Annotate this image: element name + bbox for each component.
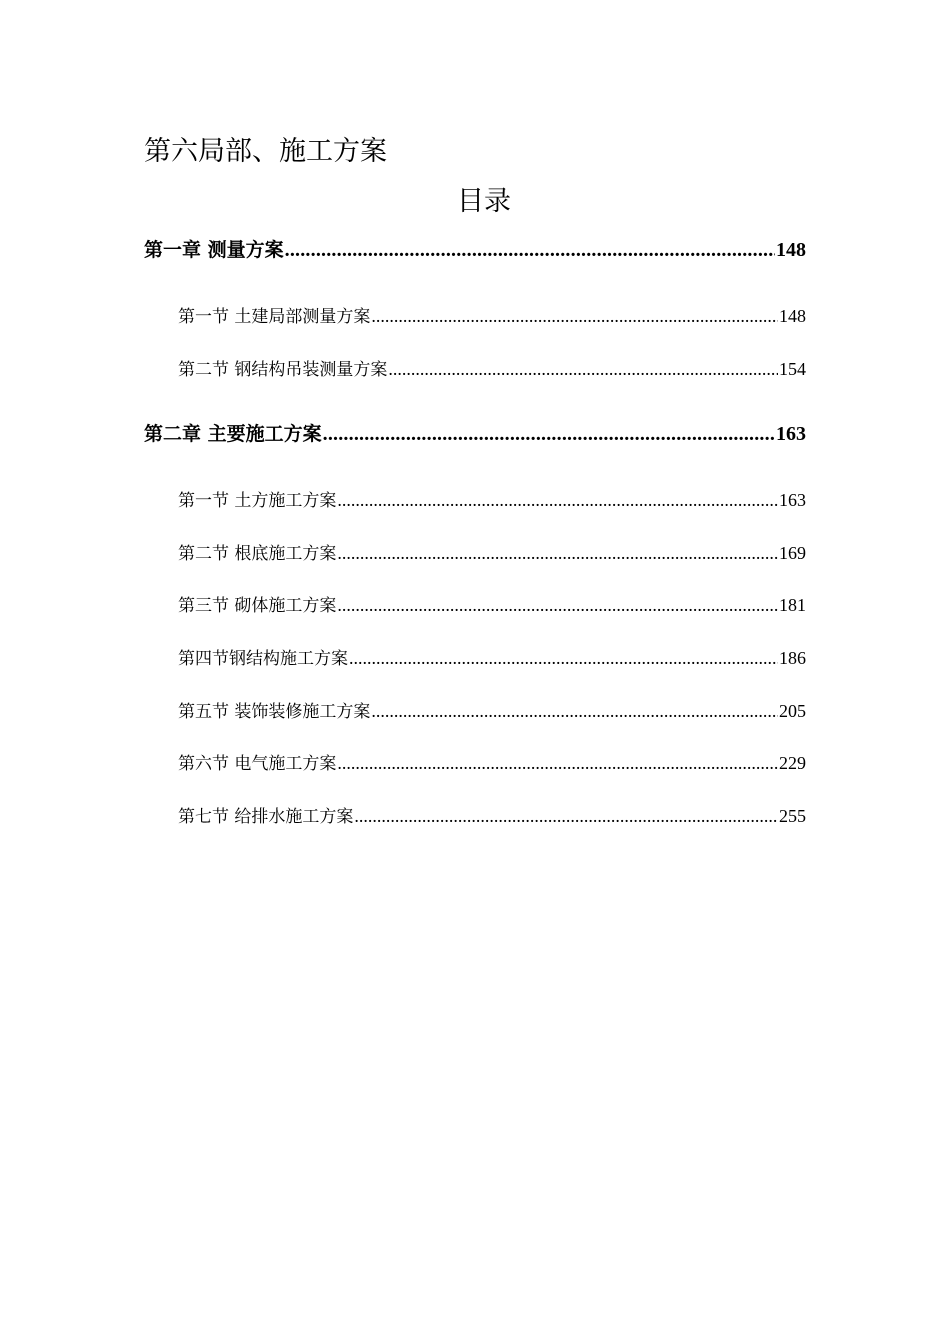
- toc-page-number: 163: [776, 423, 806, 445]
- toc-section-2-2[interactable]: [178, 540, 806, 567]
- toc-dot-leader: [388, 356, 778, 382]
- toc-dot-leader: [337, 540, 778, 566]
- toc-page-number: 163: [779, 490, 806, 510]
- toc-page-number: 154: [779, 359, 806, 379]
- toc-page-number: 255: [779, 806, 806, 826]
- toc-section-2-6[interactable]: [178, 750, 806, 777]
- toc-page-number: 169: [779, 543, 806, 563]
- toc-section-title: 第三节 砌体施工方案: [178, 596, 337, 616]
- toc-dot-leader: [323, 420, 775, 448]
- toc-section-title: 第一节 土建局部测量方案: [178, 307, 371, 327]
- toc-page-number: 205: [779, 701, 806, 721]
- toc-dot-leader: [371, 698, 778, 724]
- toc-section-title: 第七节 给排水施工方案: [178, 807, 354, 827]
- toc-heading: 目录: [457, 186, 511, 217]
- toc-dot-leader: [337, 487, 778, 513]
- toc-section-1-2[interactable]: [178, 356, 806, 383]
- toc-dot-leader: [285, 236, 775, 264]
- toc-section-2-1[interactable]: [178, 487, 806, 514]
- toc-page-number: 181: [779, 595, 806, 615]
- toc-section-title: 第四节钢结构施工方案: [178, 649, 348, 669]
- toc-section-2-3[interactable]: [178, 592, 806, 619]
- toc-section-title: 第二节 钢结构吊装测量方案: [178, 360, 388, 380]
- toc-section-2-5[interactable]: [178, 698, 806, 725]
- toc-page-number: 186: [779, 648, 806, 668]
- toc-page-number: 148: [776, 239, 806, 261]
- page-title: 第六局部、施工方案: [144, 136, 387, 167]
- toc-dot-leader: [337, 592, 778, 618]
- toc-dot-leader: [354, 803, 778, 829]
- toc-dot-leader: [337, 750, 778, 776]
- toc-chapter-1[interactable]: [144, 236, 806, 264]
- toc-section-2-4[interactable]: [178, 645, 806, 672]
- toc-section-1-1[interactable]: [178, 303, 806, 330]
- toc-page-number: 229: [779, 753, 806, 773]
- toc-dot-leader: [349, 645, 778, 671]
- toc-section-title: 第二节 根底施工方案: [178, 544, 337, 564]
- toc-chapter-2[interactable]: [144, 420, 806, 448]
- toc-section-2-7[interactable]: [178, 803, 806, 830]
- toc-dot-leader: [371, 303, 778, 329]
- toc-section-title: 第一节 土方施工方案: [178, 491, 337, 511]
- toc-section-title: 第六节 电气施工方案: [178, 754, 337, 774]
- toc-section-title: 第五节 装饰装修施工方案: [178, 702, 371, 722]
- toc-chapter-title: 第一章 测量方案: [144, 239, 284, 261]
- toc-page-number: 148: [779, 306, 806, 326]
- toc-chapter-title: 第二章 主要施工方案: [144, 423, 322, 445]
